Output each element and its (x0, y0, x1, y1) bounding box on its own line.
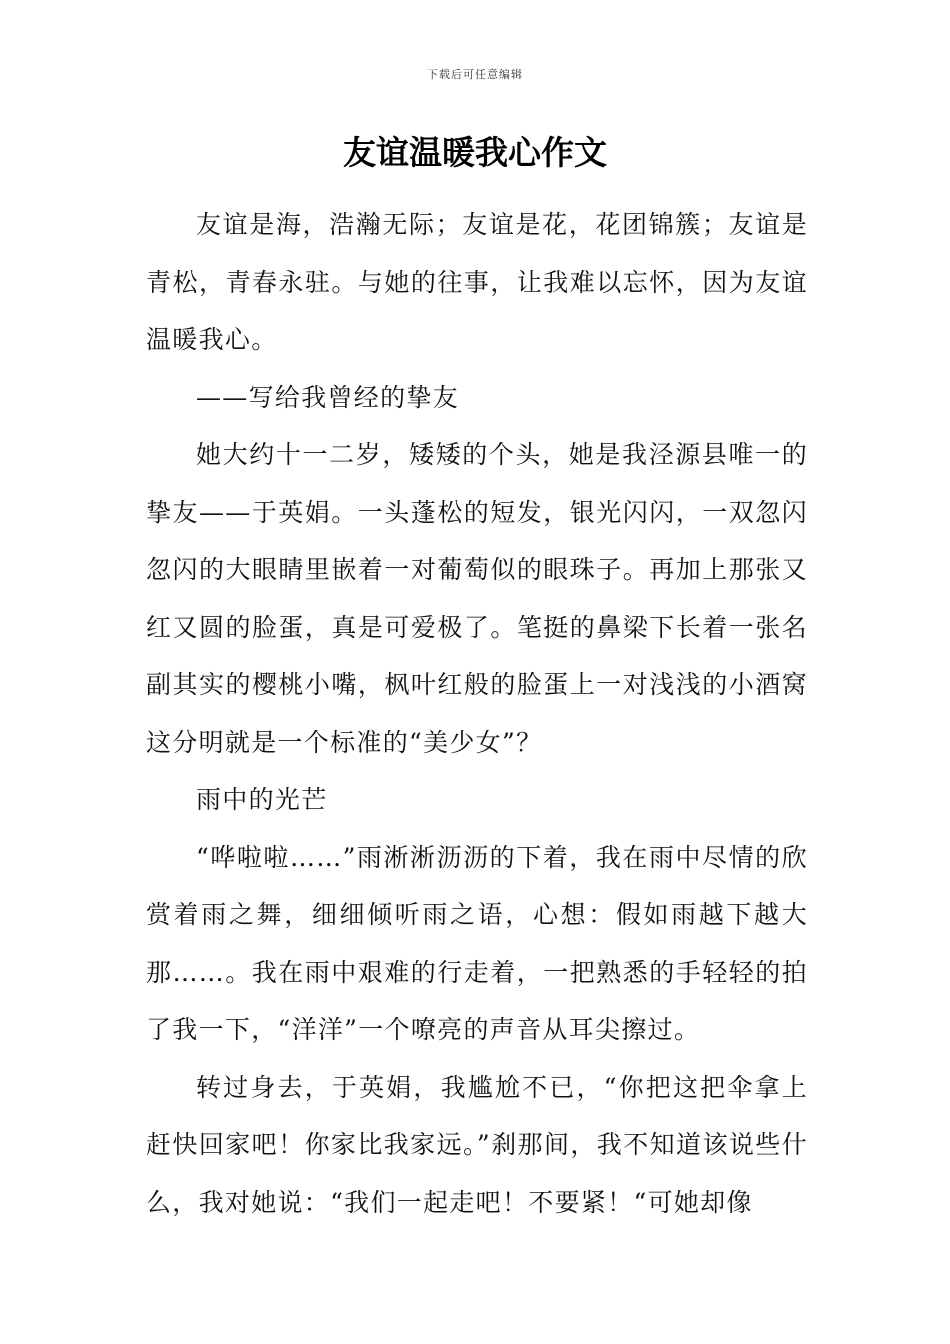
paragraph-rain: “哗啦啦……”雨淅淅沥沥的下着，我在雨中尽情的欣赏着雨之舞，细细倾听雨之语，心想：假如雨越下越大那……。我在雨中艰难的行走着，一把熟悉的手轻轻的拍了我一下，“洋洋”一个嘹亮的声音从耳尖擦过。 (146, 842, 808, 1044)
paragraph-umbrella: 转过身去，于英娟，我尴尬不已，“你把这把伞拿上赶快回家吧！你家比我家远。”刹那间，我不知道该说些什么，我对她说：“我们一起走吧！不要紧！“可她却像 (146, 1072, 808, 1217)
paragraph-dedication: ——写给我曾经的挚友 (196, 382, 460, 412)
header-note: 下载后可任意编辑 (427, 68, 523, 81)
document-body (146, 196, 808, 1231)
paragraph-intro: 友谊是海，浩瀚无际；友谊是花，花团锦簇；友谊是青松，青春永驻。与她的往事，让我难以忘怀，因为友谊温暖我心。 (146, 210, 808, 354)
paragraph-description: 她大约十一二岁，矮矮的个头，她是我泾源县唯一的挚友——于英娟。一头蓬松的短发，银光闪闪，一双忽闪忽闪的大眼睛里嵌着一对葡萄似的眼珠子。再加上那张又红又圆的脸蛋，真是可爱极了。笔挺的鼻梁下长着一张名副其实的樱桃小嘴，枫叶红般的脸蛋上一对浅浅的小酒窝这分明就是一个标准的“美少女”？ (146, 440, 808, 757)
document-title: 友谊温暖我心作文 (343, 133, 607, 172)
section-heading-rain: 雨中的光芒 (196, 785, 328, 814)
